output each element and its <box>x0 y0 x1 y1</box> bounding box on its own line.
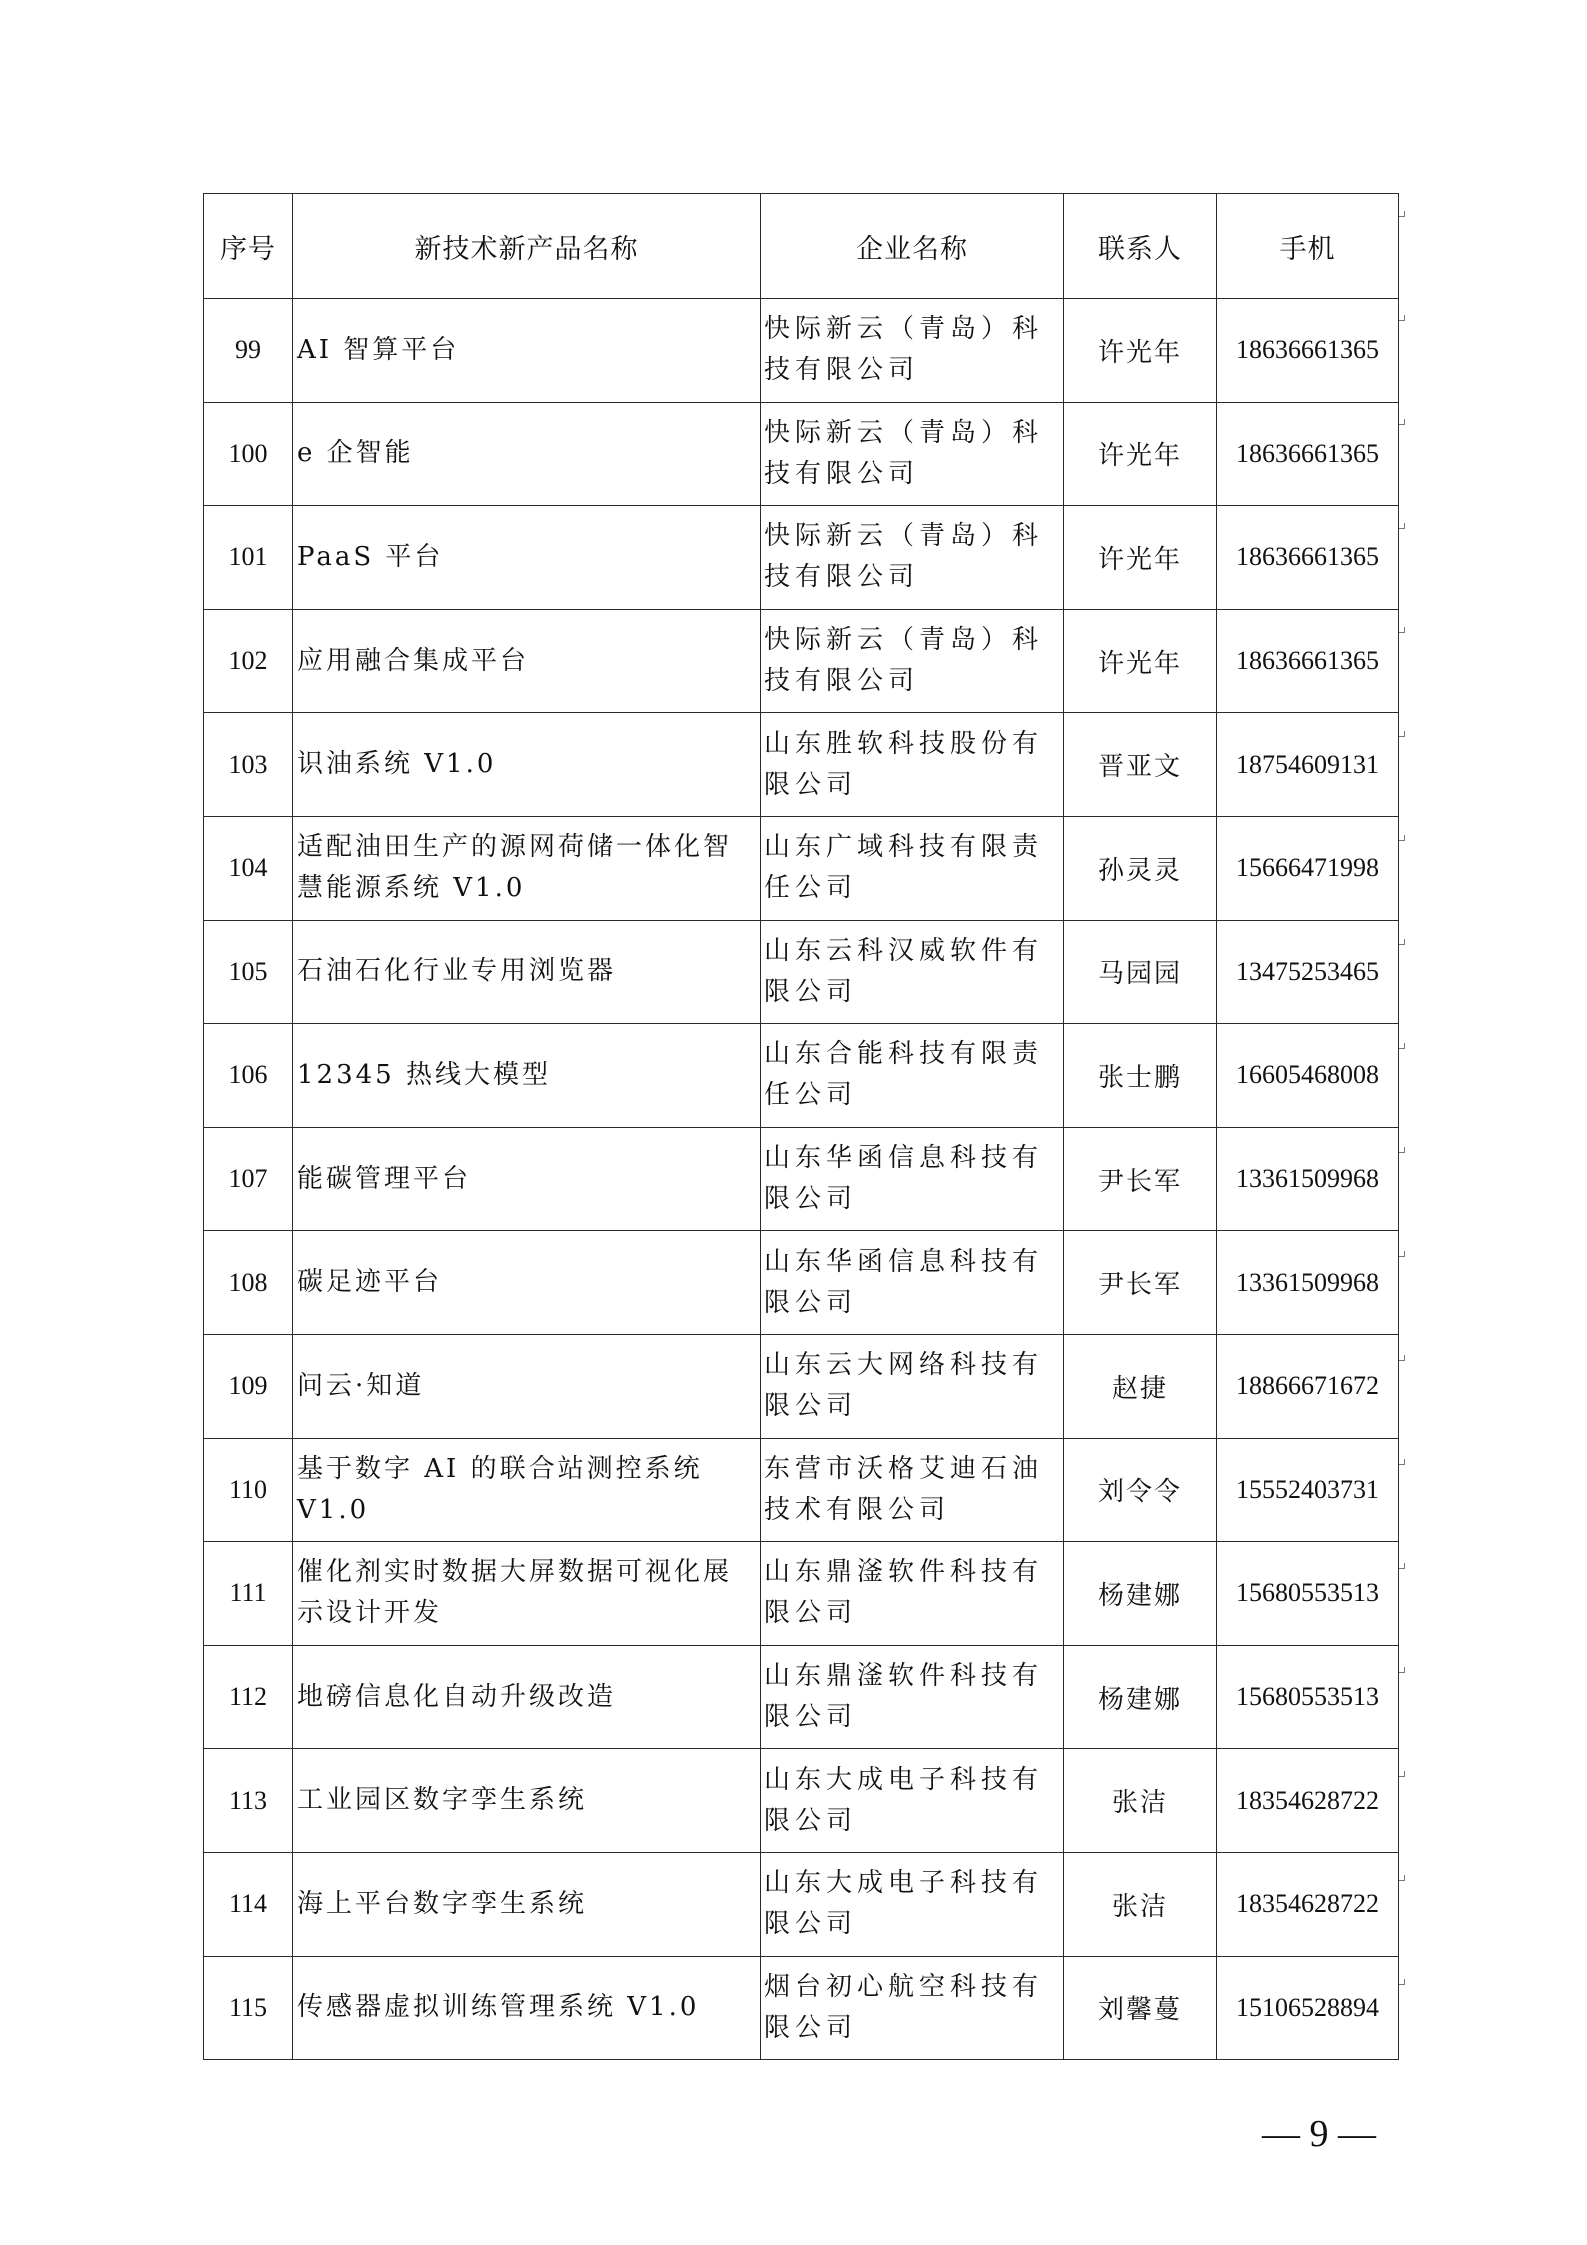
product-name-cell: 问云·知道 <box>293 1334 761 1438</box>
table-row <box>204 1438 1399 1542</box>
serial-number-cell: 100 <box>204 402 293 506</box>
contact-person-cell: 张洁 <box>1064 1852 1217 1956</box>
row-end-mark-icon <box>1399 1043 1407 1051</box>
header-row <box>204 194 1399 299</box>
row-end-mark-icon <box>1399 1355 1407 1363</box>
mobile-phone-cell: 13361509968 <box>1217 1127 1399 1231</box>
contact-person-cell: 赵捷 <box>1064 1334 1217 1438</box>
serial-number-cell: 107 <box>204 1127 293 1231</box>
header-company-name: 企业名称 <box>761 194 1064 299</box>
table-row <box>204 816 1399 920</box>
row-end-mark-icon <box>1399 1771 1407 1779</box>
serial-number-cell: 113 <box>204 1749 293 1853</box>
serial-number-cell: 110 <box>204 1438 293 1542</box>
row-end-mark-icon <box>1399 627 1407 635</box>
contact-person-cell: 杨建娜 <box>1064 1542 1217 1646</box>
contact-person-cell: 晋亚文 <box>1064 713 1217 817</box>
row-end-mark-icon <box>1399 939 1407 947</box>
company-name-cell: 快际新云（青岛）科技有限公司 <box>761 299 1064 403</box>
contact-person-cell: 尹长军 <box>1064 1127 1217 1231</box>
company-name-cell: 山东广域科技有限责任公司 <box>761 816 1064 920</box>
table-row <box>204 1024 1399 1128</box>
row-end-mark-icon <box>1399 1147 1407 1155</box>
table-row <box>204 506 1399 610</box>
contact-person-cell: 张洁 <box>1064 1749 1217 1853</box>
contact-person-cell: 许光年 <box>1064 402 1217 506</box>
contact-person-cell: 孙灵灵 <box>1064 816 1217 920</box>
serial-number-cell: 109 <box>204 1334 293 1438</box>
mobile-phone-cell: 15552403731 <box>1217 1438 1399 1542</box>
product-name-cell: PaaS 平台 <box>293 506 761 610</box>
company-name-cell: 山东大成电子科技有限公司 <box>761 1852 1064 1956</box>
header-contact-person: 联系人 <box>1064 194 1217 299</box>
serial-number-cell: 114 <box>204 1852 293 1956</box>
product-name-cell: 能碳管理平台 <box>293 1127 761 1231</box>
company-name-cell: 快际新云（青岛）科技有限公司 <box>761 402 1064 506</box>
table-row <box>204 713 1399 817</box>
table-header <box>204 194 1399 299</box>
contact-person-cell: 刘馨蔓 <box>1064 1956 1217 2060</box>
mobile-phone-cell: 15680553513 <box>1217 1542 1399 1646</box>
company-name-cell: 山东大成电子科技有限公司 <box>761 1749 1064 1853</box>
table-row <box>204 1645 1399 1749</box>
row-end-mark-icon <box>1399 835 1407 843</box>
row-end-mark-icon <box>1399 1667 1407 1675</box>
company-name-cell: 快际新云（青岛）科技有限公司 <box>761 609 1064 713</box>
contact-person-cell: 马园园 <box>1064 920 1217 1024</box>
product-name-cell: 工业园区数字孪生系统 <box>293 1749 761 1853</box>
product-name-cell: 海上平台数字孪生系统 <box>293 1852 761 1956</box>
table-row <box>204 920 1399 1024</box>
product-name-cell: 传感器虚拟训练管理系统 V1.0 <box>293 1956 761 2060</box>
serial-number-cell: 103 <box>204 713 293 817</box>
table-row <box>204 1127 1399 1231</box>
table-row <box>204 609 1399 713</box>
company-name-cell: 快际新云（青岛）科技有限公司 <box>761 506 1064 610</box>
row-end-mark-icon <box>1399 1251 1407 1259</box>
serial-number-cell: 104 <box>204 816 293 920</box>
serial-number-cell: 101 <box>204 506 293 610</box>
company-name-cell: 山东合能科技有限责任公司 <box>761 1024 1064 1128</box>
mobile-phone-cell: 18636661365 <box>1217 402 1399 506</box>
mobile-phone-cell: 18754609131 <box>1217 713 1399 817</box>
mobile-phone-cell: 18354628722 <box>1217 1852 1399 1956</box>
row-end-mark-icon <box>1399 1563 1407 1571</box>
row-end-mark-icon <box>1399 1459 1407 1467</box>
mobile-phone-cell: 18636661365 <box>1217 506 1399 610</box>
product-name-cell: 石油石化行业专用浏览器 <box>293 920 761 1024</box>
table-row <box>204 1542 1399 1646</box>
row-end-mark-icon <box>1399 211 1407 219</box>
mobile-phone-cell: 18636661365 <box>1217 299 1399 403</box>
mobile-phone-cell: 15680553513 <box>1217 1645 1399 1749</box>
company-name-cell: 山东华函信息科技有限公司 <box>761 1127 1064 1231</box>
serial-number-cell: 105 <box>204 920 293 1024</box>
header-product-name: 新技术新产品名称 <box>293 194 761 299</box>
serial-number-cell: 102 <box>204 609 293 713</box>
product-name-cell: 基于数字 AI 的联合站测控系统 V1.0 <box>293 1438 761 1542</box>
table-row <box>204 1231 1399 1335</box>
mobile-phone-cell: 18636661365 <box>1217 609 1399 713</box>
header-serial-number: 序号 <box>204 194 293 299</box>
product-name-cell: AI 智算平台 <box>293 299 761 403</box>
mobile-phone-cell: 18354628722 <box>1217 1749 1399 1853</box>
contact-person-cell: 尹长军 <box>1064 1231 1217 1335</box>
row-end-mark-icon <box>1399 1875 1407 1883</box>
serial-number-cell: 108 <box>204 1231 293 1335</box>
serial-number-cell: 99 <box>204 299 293 403</box>
mobile-phone-cell: 16605468008 <box>1217 1024 1399 1128</box>
contact-person-cell: 许光年 <box>1064 299 1217 403</box>
mobile-phone-cell: 18866671672 <box>1217 1334 1399 1438</box>
serial-number-cell: 106 <box>204 1024 293 1128</box>
contact-person-cell: 许光年 <box>1064 609 1217 713</box>
table-row <box>204 1749 1399 1853</box>
row-end-mark-icon <box>1399 419 1407 427</box>
product-name-cell: 催化剂实时数据大屏数据可视化展示设计开发 <box>293 1542 761 1646</box>
contact-person-cell: 张士鹏 <box>1064 1024 1217 1128</box>
product-name-cell: 应用融合集成平台 <box>293 609 761 713</box>
product-name-cell: 12345 热线大模型 <box>293 1024 761 1128</box>
product-name-cell: 适配油田生产的源网荷储一体化智慧能源系统 V1.0 <box>293 816 761 920</box>
contact-person-cell: 许光年 <box>1064 506 1217 610</box>
company-name-cell: 山东鼎滏软件科技有限公司 <box>761 1542 1064 1646</box>
company-name-cell: 山东胜软科技股份有限公司 <box>761 713 1064 817</box>
row-end-mark-icon <box>1399 315 1407 323</box>
mobile-phone-cell: 13475253465 <box>1217 920 1399 1024</box>
table-row <box>204 1334 1399 1438</box>
header-mobile-phone: 手机 <box>1217 194 1399 299</box>
product-contact-table <box>203 193 1399 2060</box>
contact-person-cell: 杨建娜 <box>1064 1645 1217 1749</box>
product-name-cell: 识油系统 V1.0 <box>293 713 761 817</box>
mobile-phone-cell: 13361509968 <box>1217 1231 1399 1335</box>
company-name-cell: 山东华函信息科技有限公司 <box>761 1231 1064 1335</box>
mobile-phone-cell: 15666471998 <box>1217 816 1399 920</box>
row-end-mark-icon <box>1399 731 1407 739</box>
row-end-mark-icon <box>1399 1979 1407 1987</box>
company-name-cell: 山东云科汉威软件有限公司 <box>761 920 1064 1024</box>
table-row <box>204 1956 1399 2060</box>
company-name-cell: 烟台初心航空科技有限公司 <box>761 1956 1064 2060</box>
table-row <box>204 1852 1399 1956</box>
serial-number-cell: 111 <box>204 1542 293 1646</box>
table-row <box>204 299 1399 403</box>
company-name-cell: 东营市沃格艾迪石油技术有限公司 <box>761 1438 1064 1542</box>
company-name-cell: 山东云大网络科技有限公司 <box>761 1334 1064 1438</box>
product-name-cell: 地磅信息化自动升级改造 <box>293 1645 761 1749</box>
table-row <box>204 402 1399 506</box>
product-name-cell: e 企智能 <box>293 402 761 506</box>
contact-person-cell: 刘令令 <box>1064 1438 1217 1542</box>
row-end-mark-icon <box>1399 523 1407 531</box>
serial-number-cell: 112 <box>204 1645 293 1749</box>
product-name-cell: 碳足迹平台 <box>293 1231 761 1335</box>
company-name-cell: 山东鼎滏软件科技有限公司 <box>761 1645 1064 1749</box>
table-body <box>204 299 1399 2060</box>
page-number: — 9 — <box>1262 2113 1376 2155</box>
mobile-phone-cell: 15106528894 <box>1217 1956 1399 2060</box>
serial-number-cell: 115 <box>204 1956 293 2060</box>
